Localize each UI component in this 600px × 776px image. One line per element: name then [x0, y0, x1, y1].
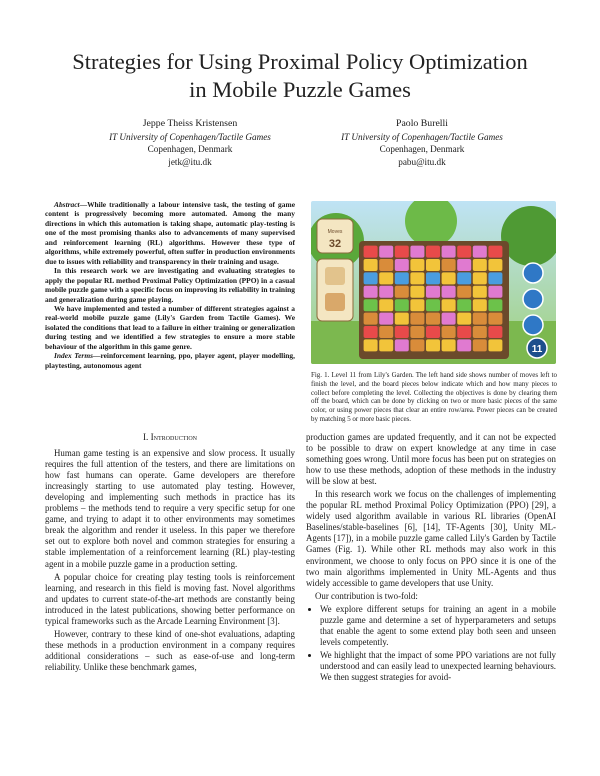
board-piece: [410, 286, 424, 298]
board-piece: [473, 339, 487, 351]
author-affiliation: IT University of Copenhagen/Tactile Games: [341, 131, 503, 142]
goal-count: 11: [531, 344, 543, 355]
author-block-2: [297, 118, 547, 168]
board-piece: [364, 259, 378, 271]
board-piece: [426, 259, 440, 271]
board-piece: [457, 313, 471, 325]
board-piece: [379, 259, 393, 271]
board-piece: [426, 286, 440, 298]
board-piece: [410, 326, 424, 338]
board-piece: [395, 259, 409, 271]
board-piece: [488, 286, 502, 298]
board-piece: [364, 313, 378, 325]
board-piece: [364, 286, 378, 298]
goal-piece-icon: [325, 293, 345, 311]
board-piece: [426, 272, 440, 284]
intro-paragraph: However, contrary to these kind of one-shot evaluations, adapting these methods in a production environment in a company requires additional considerations – such as ease-of-use and long-term reliability. Unlike these benchmark games,: [45, 628, 295, 672]
figure-caption: Fig. 1. Level 11 from Lily's Garden. The left hand side shows number of moves left to finish the level, and the board pieces below indicate which and how many pieces to collect before completing the level. Collecting the objectives is done by clearing them off the board, which can be done by clicking on two or more basic pieces of the same color, or using power pieces that clear an entire row/area. Power pieces can be created by matching 5 or more basic pieces.: [311, 371, 557, 423]
author-location: Copenhagen, Denmark: [379, 144, 465, 154]
contribution-list: [306, 604, 556, 683]
board-piece: [410, 339, 424, 351]
abstract-label: Abstract: [54, 200, 80, 209]
board-piece: [488, 339, 502, 351]
board-piece: [395, 299, 409, 311]
title-line-2: in Mobile Puzzle Games: [189, 77, 411, 102]
section-heading: I. Introduction: [142, 432, 198, 442]
contribution-item: • We highlight that the impact of some PPO variations are not fully understood and can easily lead to unexpected learning behaviours. We then suggest strategies for avoid-: [320, 650, 556, 683]
intro-paragraph: Our contribution is two-fold:: [315, 590, 418, 601]
abstract-paragraph-3: We have implemented and tested a number of different strategies against a real-world mobile puzzle game (Lily's Garden from Tactile Games). We isolated the conditions that lead to a failure in either training or generalization during testing and we identified a few strategies to ensure a more stable behaviour of the algorithm in this game genre.: [45, 303, 295, 351]
goal-piece-icon: [325, 267, 345, 285]
moves-label: Moves: [327, 229, 343, 235]
intro-right-column: [306, 432, 556, 685]
author-name: Jeppe Theiss Kristensen: [142, 118, 238, 129]
board-piece: [395, 326, 409, 338]
intro-paragraph: In this research work we focus on the challenges of implementing the popular RL method Proximal Policy Optimization (PPO) [29], a widely used algorithm available in various RL libraries (OpenAI Baselines/stable-baselines [6], [14], TF-Agents [30], Unity ML-Agents [17]), in a mobile puzzle game called Lily's Garden by Tactile Games (Fig. 1). While other RL methods may also work in this environment, we choose to only focus on PPO since it is one of the two main algorithms implemented in Unity ML-Agents and thus widely accessible to game developers that use Unity.: [306, 489, 556, 588]
board-piece: [410, 313, 424, 325]
board-piece: [410, 272, 424, 284]
board-piece: [410, 299, 424, 311]
board-piece: [395, 246, 409, 258]
board-piece: [410, 246, 424, 258]
board-piece: [426, 299, 440, 311]
board-piece: [488, 313, 502, 325]
intro-paragraph: Human game testing is an expensive and slow process. It usually requires the full attention of the testers, and there are limitations on how fast humans can operate. Game developers are therefore increasingly starting to use automated play testing. However, developing and implementing such methods in practice has its problems – the methods tend to require a very specific setup for one game, and trying to adapt it to other environments may sometimes break the algorithm and render it useless. In this paper we therefore set out to explore both novel and common strategies for ensuring a stable implementation of a reinforcement learning (RL) play-testing agent in a mobile puzzle game in a production setting.: [45, 448, 295, 569]
abstract: Abstract—While traditionally a labour intensive task, the testing of game content is progressively becoming more automated. Among the many directions in which this automation is taking shape, automatic play-testing is one of the most promising thanks also to advancements of many supervised and reinforcement learning (RL) algorithms. However these type of algorithms, while extremely powerful, often suffer in production environments due to issues with reliability and transparency in their training and usage. In this research work we are investigating and evaluating strategies to apply the popular RL method Proximal Policy Optimization (PPO) in a casual mobile puzzle game with a specific focus on improving its reliability in training and generalization during game playing. We have implemented and tested a number of different strategies against a real-world mobile puzzle game (Lily's Garden from Tactile Games). We isolated the conditions that lead to a failure in either training or generalization during testing and we identified a few strategies to ensure a more stable behaviour of the algorithm in this game genre. Index Terms—reinforcement learning, ppo, player agent, player modelling, playtesting, autonomous agent: [45, 200, 295, 370]
board-piece: [442, 272, 456, 284]
author-location: Copenhagen, Denmark: [147, 144, 233, 154]
game-board-illustration: [311, 201, 556, 364]
board-piece: [442, 339, 456, 351]
board-piece: [379, 326, 393, 338]
board-piece: [488, 259, 502, 271]
board-piece: [426, 326, 440, 338]
paper-title: [40, 48, 560, 104]
author-name: Paolo Burelli: [396, 118, 448, 129]
board-piece: [457, 272, 471, 284]
board-piece: [395, 339, 409, 351]
board-piece: [442, 313, 456, 325]
board-piece: [457, 246, 471, 258]
title-line-1: Strategies for Using Proximal Policy Optimization: [72, 49, 528, 74]
board-piece: [442, 286, 456, 298]
board-piece: [395, 272, 409, 284]
board-piece: [364, 299, 378, 311]
board-piece: [442, 246, 456, 258]
board-piece: [488, 326, 502, 338]
board-piece: [488, 246, 502, 258]
index-terms-label: Index Terms: [54, 351, 93, 361]
board-piece: [457, 259, 471, 271]
booster-icon: [523, 289, 543, 309]
board-piece: [395, 286, 409, 298]
booster-icon: [523, 263, 543, 283]
board-piece: [379, 313, 393, 325]
intro-left-column: [45, 432, 295, 675]
board-piece: [473, 299, 487, 311]
board-piece: [457, 339, 471, 351]
booster-icon: [523, 315, 543, 335]
board-piece: [473, 286, 487, 298]
board-piece: [442, 326, 456, 338]
author-email: pabu@itu.dk: [398, 156, 446, 167]
board-piece: [364, 339, 378, 351]
figure-game-screenshot: [311, 201, 556, 364]
board-piece: [457, 286, 471, 298]
board-piece: [426, 246, 440, 258]
board-piece: [488, 272, 502, 284]
author-email: jetk@itu.dk: [168, 156, 212, 167]
board-piece: [364, 326, 378, 338]
author-affiliation: IT University of Copenhagen/Tactile Games: [109, 131, 271, 142]
board-piece: [410, 259, 424, 271]
contribution-item: • We explore different setups for training an agent in a mobile puzzle game and determine a set of hyperparameters and setups that enable the agent to some extend play both seen and unseen levels competently.: [320, 604, 556, 648]
abstract-paragraph-2: In this research work we are investigating and evaluating strategies to apply the popular RL method Proximal Policy Optimization (PPO) in a casual mobile puzzle game with a specific focus on improving its reliability in training and generalization during game playing.: [45, 266, 295, 304]
board-piece: [457, 326, 471, 338]
board-piece: [379, 246, 393, 258]
board-piece: [488, 299, 502, 311]
board-piece: [364, 246, 378, 258]
author-block-1: [65, 118, 315, 168]
board-piece: [442, 299, 456, 311]
board-piece: [379, 286, 393, 298]
intro-paragraph: production games are updated frequently, and it can not be expected to be possible to draw on expert knowledge at any time in case something goes wrong. Until more focus has been put on strategies on how to use these methods, adoption of these methods in the industry will be slow at best.: [306, 432, 556, 487]
board-piece: [473, 326, 487, 338]
board-piece: [442, 259, 456, 271]
board-piece: [364, 272, 378, 284]
moves-left-count: 32: [328, 238, 342, 250]
board-piece: [473, 259, 487, 271]
board-piece: [473, 313, 487, 325]
abstract-paragraph-1: While traditionally a labour intensive task, the testing of game content is progressively becoming more automated. Among the many directions in which this automation is taking shape, automatic play-testing is one of the most promising thanks also to advancements of many supervised and reinforcement learning (RL) algorithms. However these type of algorithms, while extremely powerful, often suffer in production environments due to issues with reliability and transparency in their training and usage.: [45, 200, 295, 266]
board-piece: [473, 272, 487, 284]
board-piece: [426, 339, 440, 351]
board-piece: [379, 339, 393, 351]
board-piece: [379, 299, 393, 311]
board-piece: [395, 313, 409, 325]
board-piece: [457, 299, 471, 311]
index-terms: reinforcement learning, ppo, player agent, player modelling, playtesting, autonomous agent: [45, 351, 295, 370]
intro-paragraph: A popular choice for creating play testing tools is reinforcement learning, and research in this field is moving fast. Novel algorithms and updates to current state-of-the-art methods are constantly being introduced in the latest publications, showing better performance on typical frameworks such as the Arcade Learning Environment [3].: [45, 571, 295, 626]
board-piece: [379, 272, 393, 284]
board-piece: [473, 246, 487, 258]
board-piece: [426, 313, 440, 325]
